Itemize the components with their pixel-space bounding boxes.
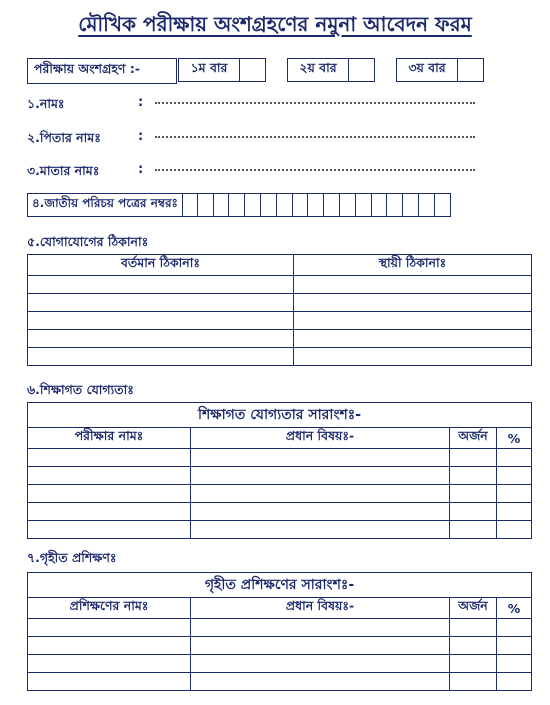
nid-digit-box[interactable] xyxy=(419,193,435,217)
table-row xyxy=(28,467,532,485)
nid-digit-box[interactable] xyxy=(198,193,214,217)
result-cell[interactable] xyxy=(450,637,497,655)
training-summary-row xyxy=(28,573,532,598)
name-field[interactable] xyxy=(155,102,475,104)
table-row xyxy=(28,276,532,294)
education-summary-title: শিক্ষাগত যোগ্যতার সারাংশঃ- xyxy=(28,403,532,428)
nid-digit-box[interactable] xyxy=(356,193,372,217)
permanent-address-cell[interactable] xyxy=(294,312,532,330)
education-header-row xyxy=(28,428,532,449)
permanent-address-cell[interactable] xyxy=(294,294,532,312)
exam-name-header: পরীক্ষার নামঃ xyxy=(28,428,191,449)
subject-cell[interactable] xyxy=(191,521,450,539)
training-table xyxy=(27,572,532,691)
form-title-text: মৌখিক পরীক্ষায় অংশগ্রহণের নমুনা আবেদন ফরম xyxy=(78,12,472,36)
exam-name-cell[interactable] xyxy=(28,521,191,539)
nid-digit-box[interactable] xyxy=(261,193,277,217)
education-percent-header: % xyxy=(497,428,532,449)
nid-digit-box[interactable] xyxy=(324,193,340,217)
table-row xyxy=(28,294,532,312)
training-header-row xyxy=(28,598,532,619)
nid-row xyxy=(27,193,451,217)
subject-cell[interactable] xyxy=(191,449,450,467)
result-cell[interactable] xyxy=(450,485,497,503)
permanent-address-cell[interactable] xyxy=(294,348,532,366)
subject-cell[interactable] xyxy=(191,655,450,673)
father-name-label: ২.পিতার নামঃ xyxy=(27,130,101,145)
training-section-label: ৭.গৃহীত প্রশিক্ষণঃ xyxy=(27,550,117,565)
exam-name-cell[interactable] xyxy=(28,503,191,521)
training-summary-title: গৃহীত প্রশিক্ষণের সারাংশঃ- xyxy=(28,573,532,598)
exam-name-cell[interactable] xyxy=(28,467,191,485)
subject-cell[interactable] xyxy=(191,467,450,485)
name-colon: : xyxy=(138,95,144,110)
nid-digit-box[interactable] xyxy=(214,193,230,217)
percent-cell[interactable] xyxy=(497,485,532,503)
table-row xyxy=(28,348,532,366)
nid-digit-box[interactable] xyxy=(387,193,403,217)
nid-label: ৪.জাতীয় পরিচয় পত্রের নম্বরঃ xyxy=(27,193,182,217)
attempt-third xyxy=(396,58,484,82)
subject-cell[interactable] xyxy=(191,619,450,637)
nid-digit-box[interactable] xyxy=(182,193,198,217)
subject-cell[interactable] xyxy=(191,485,450,503)
education-result-header: অর্জন xyxy=(450,428,497,449)
result-cell[interactable] xyxy=(450,619,497,637)
training-percent-header: % xyxy=(497,598,532,619)
result-cell[interactable] xyxy=(450,467,497,485)
nid-digit-box[interactable] xyxy=(229,193,245,217)
training-name-cell[interactable] xyxy=(28,673,191,691)
percent-cell[interactable] xyxy=(497,655,532,673)
present-address-cell[interactable] xyxy=(28,294,294,312)
attempt-option-first: ১ম বার xyxy=(178,58,240,82)
present-address-cell[interactable] xyxy=(28,312,294,330)
present-address-cell[interactable] xyxy=(28,276,294,294)
attempt-first xyxy=(178,58,266,82)
present-address-cell[interactable] xyxy=(28,330,294,348)
education-subject-header: প্রধান বিষয়ঃ- xyxy=(191,428,450,449)
education-summary-row xyxy=(28,403,532,428)
nid-digit-box[interactable] xyxy=(403,193,419,217)
father-name-field[interactable] xyxy=(155,136,475,138)
percent-cell[interactable] xyxy=(497,503,532,521)
exam-name-cell[interactable] xyxy=(28,485,191,503)
nid-digit-box[interactable] xyxy=(245,193,261,217)
table-row xyxy=(28,330,532,348)
percent-cell[interactable] xyxy=(497,449,532,467)
address-header-row xyxy=(28,255,532,276)
result-cell[interactable] xyxy=(450,655,497,673)
table-row xyxy=(28,449,532,467)
table-row xyxy=(28,673,532,691)
nid-digit-box[interactable] xyxy=(277,193,293,217)
nid-digit-box[interactable] xyxy=(308,193,324,217)
percent-cell[interactable] xyxy=(497,673,532,691)
training-name-cell[interactable] xyxy=(28,619,191,637)
percent-cell[interactable] xyxy=(497,619,532,637)
nid-digit-box[interactable] xyxy=(435,193,451,217)
attempt-second xyxy=(287,58,375,82)
percent-cell[interactable] xyxy=(497,521,532,539)
result-cell[interactable] xyxy=(450,503,497,521)
result-cell[interactable] xyxy=(450,673,497,691)
address-section-label: ৫.যোগাযোগের ঠিকানাঃ xyxy=(27,234,149,249)
table-row xyxy=(28,521,532,539)
address-table xyxy=(27,254,532,366)
table-row xyxy=(28,655,532,673)
attempt-checkbox-first[interactable] xyxy=(240,58,266,82)
table-row xyxy=(28,619,532,637)
present-address-header: বর্তমান ঠিকানাঃ xyxy=(28,255,294,276)
table-row xyxy=(28,503,532,521)
percent-cell[interactable] xyxy=(497,467,532,485)
training-subject-header: প্রধান বিষয়ঃ- xyxy=(191,598,450,619)
attempt-option-third: ৩য় বার xyxy=(396,58,458,82)
table-row xyxy=(28,312,532,330)
permanent-address-header: স্থায়ী ঠিকানাঃ xyxy=(294,255,532,276)
table-row xyxy=(28,485,532,503)
attempt-label-box xyxy=(27,58,177,84)
subject-cell[interactable] xyxy=(191,637,450,655)
education-table xyxy=(27,402,532,539)
attempt-checkbox-second[interactable] xyxy=(349,58,375,82)
subject-cell[interactable] xyxy=(191,673,450,691)
result-cell[interactable] xyxy=(450,449,497,467)
nid-digit-box[interactable] xyxy=(340,193,356,217)
result-cell[interactable] xyxy=(450,521,497,539)
education-section-label: ৬.শিক্ষাগত যোগ্যতাঃ xyxy=(27,382,134,397)
training-name-cell[interactable] xyxy=(28,655,191,673)
attempt-option-second: ২য় বার xyxy=(287,58,349,82)
mother-name-colon: : xyxy=(138,162,144,177)
permanent-address-cell[interactable] xyxy=(294,330,532,348)
nid-digit-box[interactable] xyxy=(372,193,388,217)
mother-name-label: ৩.মাতার নামঃ xyxy=(27,163,100,178)
father-name-colon: : xyxy=(138,129,144,144)
table-row xyxy=(28,637,532,655)
training-result-header: অর্জন xyxy=(450,598,497,619)
form-title xyxy=(0,10,550,43)
attempt-checkbox-third[interactable] xyxy=(458,58,484,82)
exam-name-cell[interactable] xyxy=(28,449,191,467)
mother-name-field[interactable] xyxy=(155,169,475,171)
nid-digit-box[interactable] xyxy=(293,193,309,217)
subject-cell[interactable] xyxy=(191,503,450,521)
percent-cell[interactable] xyxy=(497,637,532,655)
permanent-address-cell[interactable] xyxy=(294,276,532,294)
training-name-header: প্রশিক্ষণের নামঃ xyxy=(28,598,191,619)
training-name-cell[interactable] xyxy=(28,637,191,655)
attempt-label: পরীক্ষায় অংশগ্রহণ :- xyxy=(34,61,141,76)
name-label: ১.নামঃ xyxy=(27,96,65,111)
present-address-cell[interactable] xyxy=(28,348,294,366)
